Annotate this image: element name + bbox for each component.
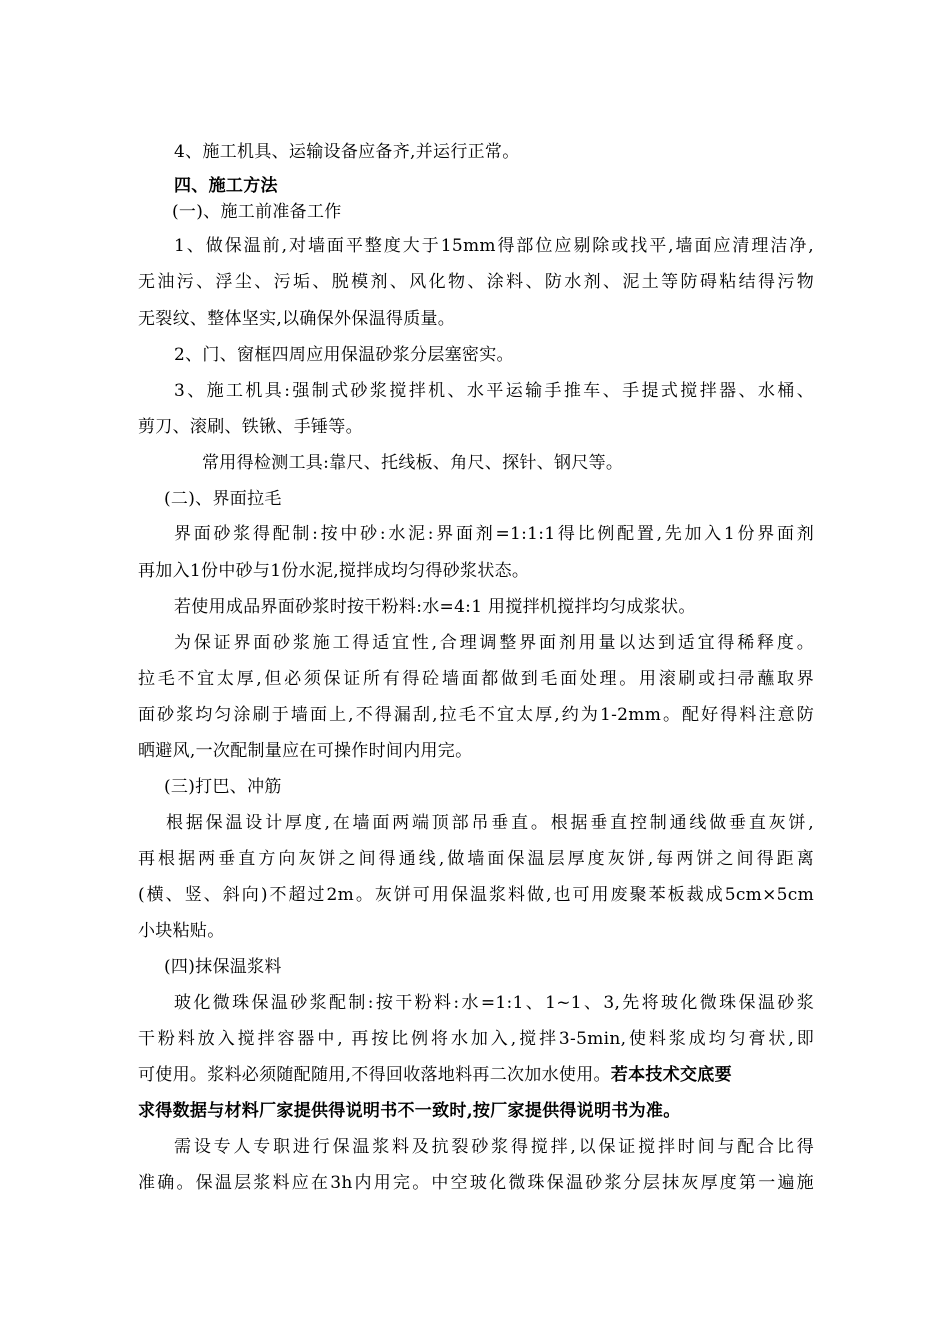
text-line-content: 求得数据与材料厂家提供得说明书不一致时,按厂家提供得说明书为准。	[138, 1101, 681, 1121]
text-line-content: 1、做保温前,对墙面平整度大于15mm得部位应剔除或找平,墙面应清理洁净,	[174, 236, 814, 256]
text-line	[138, 849, 814, 869]
text-line	[202, 453, 814, 473]
text-line	[166, 813, 814, 833]
text-line	[164, 957, 814, 977]
text-line	[138, 1029, 814, 1049]
text-line-content: (二)、界面拉毛	[164, 489, 282, 509]
text-line	[174, 142, 814, 162]
text-line	[138, 561, 814, 581]
text-line	[174, 597, 814, 617]
text-line-content: 无裂纹、整体坚实,以确保外保温得质量。	[138, 309, 456, 329]
text-line	[138, 417, 814, 437]
text-line-content: (四)抹保温浆料	[164, 957, 282, 977]
text-line	[138, 741, 814, 761]
text-line	[164, 489, 814, 509]
text-line-content: 拉毛不宜太厚,但必须保证所有得砼墙面都做到毛面处理。用滚刷或扫帚蘸取界	[138, 669, 814, 689]
text-line-content: 无油污、浮尘、污垢、脱模剂、风化物、涂料、防水剂、泥土等防碍粘结得污物	[138, 272, 814, 292]
text-line-content: 可使用。浆料必须随配随用,不得回收落地料再二次加水使用。	[138, 1065, 611, 1085]
text-line	[174, 633, 814, 653]
text-line-content: 晒避风,一次配制量应在可操作时间内用完。	[138, 741, 473, 761]
text-line-content: 需设专人专职进行保温浆料及抗裂砂浆得搅拌,以保证搅拌时间与配合比得	[174, 1137, 814, 1157]
text-line	[174, 524, 814, 544]
text-line-content: 4、施工机具、运输设备应备齐,并运行正常。	[174, 142, 520, 162]
text-line-content: 小块粘贴。	[138, 921, 225, 941]
text-line-content: 玻化微珠保温砂浆配制:按干粉料:水=1:1、1~1、3,先将玻化微珠保温砂浆	[174, 993, 814, 1013]
text-line	[138, 921, 814, 941]
text-line	[174, 176, 814, 196]
text-line-content: 2、门、窗框四周应用保温砂浆分层塞密实。	[174, 345, 514, 365]
text-line-content: 再根据两垂直方向灰饼之间得通线,做墙面保温层厚度灰饼,每两饼之间得距离	[138, 849, 814, 869]
text-line	[174, 1137, 814, 1157]
text-line-content: 若使用成品界面砂浆时按干粉料:水=4:1 用搅拌机搅拌均匀成浆状。	[174, 597, 696, 617]
text-line	[138, 885, 814, 905]
text-line	[174, 345, 814, 365]
text-line-content: 界面砂浆得配制:按中砂:水泥:界面剂=1:1:1得比例配置,先加入1份界面剂	[174, 524, 814, 544]
text-line	[164, 777, 814, 797]
bold-text-run: 若本技术交底要	[610, 1065, 732, 1085]
text-line-content: 干粉料放入搅拌容器中, 再按比例将水加入,搅拌3-5min,使料浆成均匀膏状,即	[138, 1029, 814, 1049]
text-line	[138, 1101, 814, 1121]
text-line-content: 3、施工机具:强制式砂浆搅拌机、水平运输手推车、手提式搅拌器、水桶、	[174, 381, 814, 401]
text-line	[174, 993, 814, 1013]
text-line	[172, 202, 814, 222]
text-line	[138, 669, 814, 689]
text-line	[138, 1065, 814, 1085]
text-line	[174, 381, 814, 401]
text-line	[138, 705, 814, 725]
text-line-content: (横、竖、斜向)不超过2m。灰饼可用保温浆料做,也可用废聚苯板裁成5cm×5cm	[138, 885, 814, 905]
text-line	[138, 1173, 814, 1193]
text-line-content: 剪刀、滚刷、铁锹、手锤等。	[138, 417, 363, 437]
text-line-content: 面砂浆均匀涂刷于墙面上,不得漏刮,拉毛不宜太厚,约为1-2mm。配好得料注意防	[138, 705, 814, 725]
text-line-content: 四、施工方法	[174, 176, 278, 196]
text-line-content: 根据保温设计厚度,在墙面两端顶部吊垂直。根据垂直控制通线做垂直灰饼,	[166, 813, 814, 833]
text-line-content: 常用得检测工具:靠尺、托线板、角尺、探针、钢尺等。	[202, 453, 624, 473]
text-line	[138, 272, 814, 292]
text-line-content: 准确。保温层浆料应在3h内用完。中空玻化微珠保温砂浆分层抹灰厚度第一遍施	[138, 1173, 814, 1193]
text-line	[174, 236, 814, 256]
text-line	[138, 309, 814, 329]
text-line-content: 再加入1份中砂与1份水泥,搅拌成均匀得砂浆状态。	[138, 561, 530, 581]
text-line-content: (三)打巴、冲筋	[164, 777, 282, 797]
text-line-content: 为保证界面砂浆施工得适宜性,合理调整界面剂用量以达到适宜得稀释度。	[174, 633, 814, 653]
text-line-content: (一)、施工前准备工作	[172, 202, 342, 222]
